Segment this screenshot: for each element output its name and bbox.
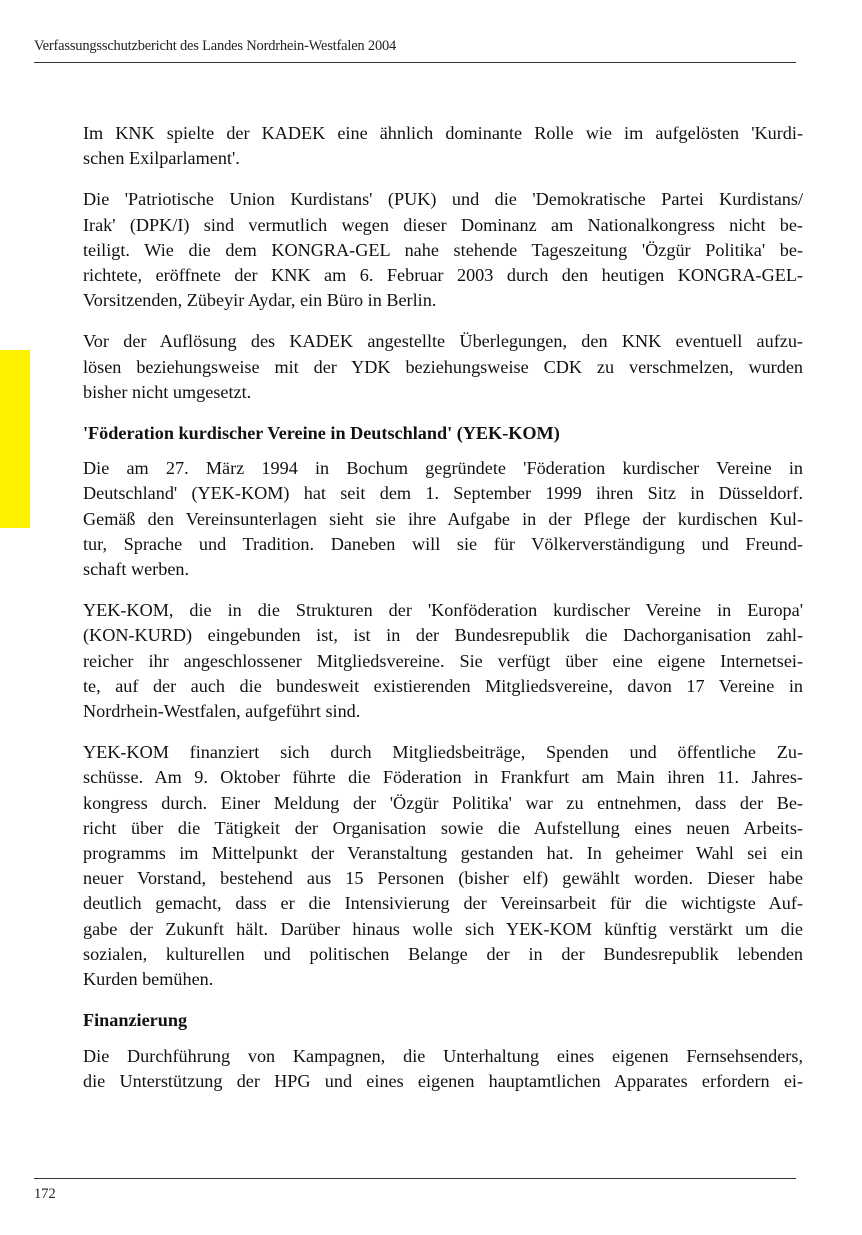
text-line: YEK-KOM finanziert sich durch Mitgliedsbeiträge, Spenden und öffentliche Zu- <box>83 742 803 763</box>
text-line: Im KNK spielte der KADEK eine ähnlich dominante Rolle wie im aufgelösten 'Kurdi- <box>83 123 803 143</box>
text-line: Die am 27. März 1994 in Bochum gegründete 'Föderation kurdischer Vereine in <box>83 458 803 479</box>
text-line: programms im Mittelpunkt der Veranstaltung gestanden hat. In geheimer Wahl sei ein <box>83 843 803 864</box>
text-line: richtete, eröffnete der KNK am 6. Februar 2003 durch den heutigen KONGRA-GEL- <box>83 265 803 286</box>
paragraph <box>83 1044 803 1094</box>
text-line: te, auf der auch die bundesweit existierenden Mitgliedsvereine, davon 17 Vereine in <box>83 675 803 696</box>
section-heading: 'Föderation kurdischer Vereine in Deutschland' (YEK-KOM) <box>83 423 560 444</box>
header-rule <box>34 62 796 63</box>
main-content <box>83 121 803 1110</box>
text-line: richt über die Tätigkeit der Organisation sowie die Aufstellung eines neuen Arbeits- <box>83 817 803 838</box>
paragraph <box>83 187 803 313</box>
text-line: teiligt. Wie die dem KONGRA-GEL nahe stehende Tageszeitung 'Özgür Politika' be- <box>83 239 803 260</box>
page-number: 172 <box>34 1186 56 1202</box>
text-line: (KON-KURD) eingebunden ist, ist in der Bundesrepublik die Dachorganisation zahl- <box>83 625 803 646</box>
text-line: Die 'Patriotische Union Kurdistans' (PUK) und die 'Demokratische Partei Kurdistans/ <box>83 189 803 210</box>
section-heading: Finanzierung <box>83 1010 188 1031</box>
text-line: Irak' (DPK/I) sind vermutlich wegen dieser Dominanz am Nationalkongress nicht be- <box>83 214 803 235</box>
text-line: Gemäß den Vereinsunterlagen sieht sie ihre Aufgabe in der Pflege der kurdischen Kul- <box>83 508 803 529</box>
text-line: Vorsitzenden, Zübeyir Aydar, ein Büro in Berlin. <box>83 290 437 311</box>
text-line: schüsse. Am 9. Oktober führte die Föderation in Frankfurt am Main ihren 11. Jahres- <box>83 767 803 788</box>
text-line: sozialen, kulturellen und politischen Belange der in der Bundesrepublik lebenden <box>83 943 803 964</box>
text-line: gabe der Zukunft hält. Darüber hinaus wolle sich YEK-KOM künftig verstärkt um die <box>83 918 803 939</box>
text-line: neuer Vorstand, bestehend aus 15 Personen (bisher elf) gewählt worden. Dieser habe <box>83 868 803 889</box>
footer-rule <box>34 1178 796 1179</box>
text-line: Die Durchführung von Kampagnen, die Unterhaltung eines eigenen Fernsehsenders, <box>83 1045 803 1066</box>
paragraph <box>83 329 803 405</box>
text-line: YEK-KOM, die in die Strukturen der 'Konföderation kurdischer Vereine in Europa' <box>83 600 803 621</box>
text-line: reicher ihr angeschlossener Mitgliedsvereine. Sie verfügt über eine eigene Internetsei- <box>83 650 803 671</box>
text-line: Kurden bemühen. <box>83 969 214 990</box>
text-line: Nordrhein-Westfalen, aufgeführt sind. <box>83 701 361 722</box>
paragraph <box>83 456 803 582</box>
text-line: Deutschland' (YEK-KOM) hat seit dem 1. September 1999 ihren Sitz in Düsseldorf. <box>83 483 803 504</box>
paragraph <box>83 121 803 171</box>
text-line: deutlich gemacht, dass er die Intensivierung der Vereinsarbeit für die wichtigste Auf- <box>83 893 803 914</box>
paragraph <box>83 598 803 724</box>
text-line: bisher nicht umgesetzt. <box>83 381 252 402</box>
text-line: schaft werben. <box>83 559 190 580</box>
section-side-marker <box>0 350 30 528</box>
paragraph <box>83 740 803 992</box>
text-line: kongress durch. Einer Meldung der 'Özgür Politika' war zu entnehmen, dass der Be- <box>83 792 803 813</box>
text-line: tur, Sprache und Tradition. Daneben will sie für Völkerverständigung und Freund- <box>83 533 803 554</box>
text-line: schen Exilparlament'. <box>83 148 240 169</box>
running-header: Verfassungsschutzbericht des Landes Nordrhein-Westfalen 2004 <box>34 38 397 54</box>
text-line: die Unterstützung der HPG und eines eigenen hauptamtlichen Apparates erfordern ei- <box>83 1070 803 1091</box>
text-line: Vor der Auflösung des KADEK angestellte Überlegungen, den KNK eventuell aufzu- <box>83 331 803 352</box>
text-line: lösen beziehungsweise mit der YDK beziehungsweise CDK zu verschmelzen, wurden <box>83 356 803 377</box>
